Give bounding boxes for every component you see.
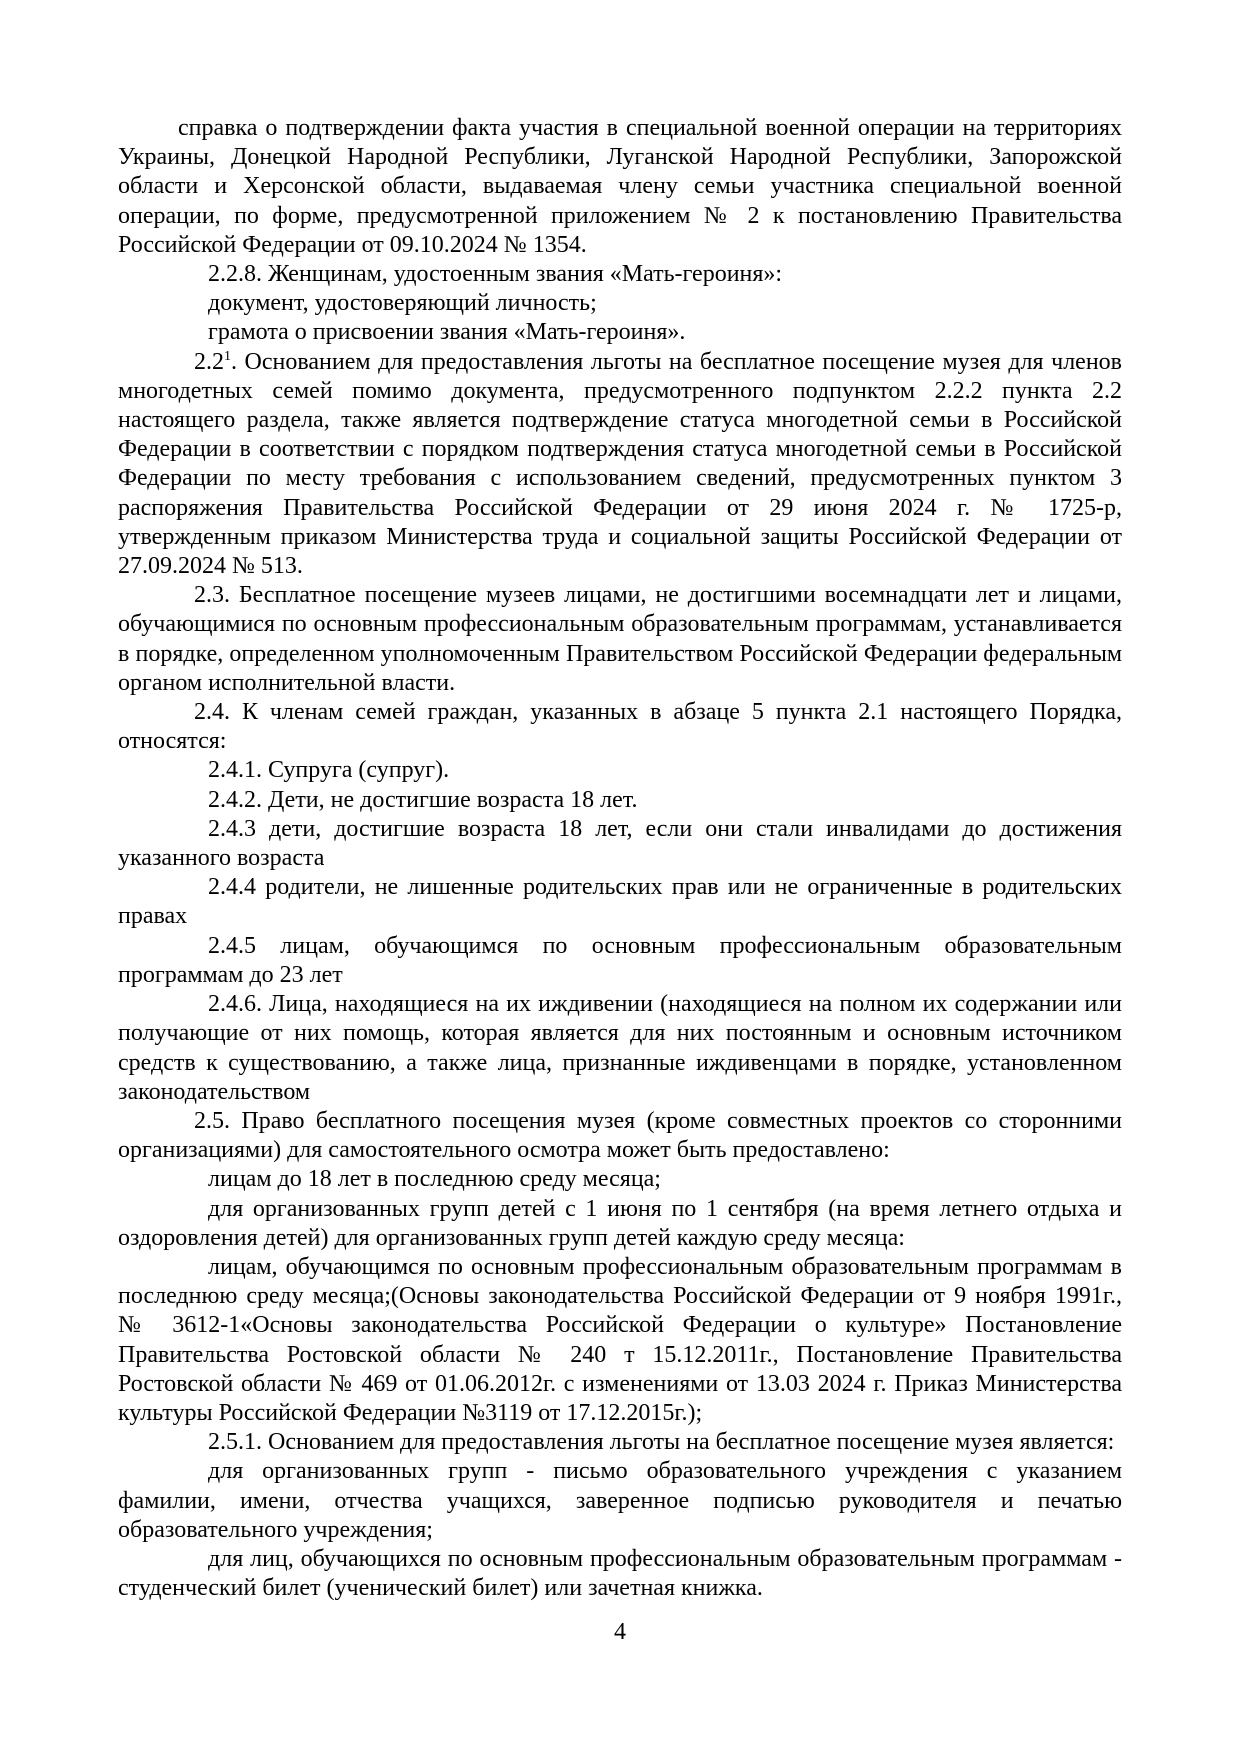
paragraph-2-4: 2.4. К членам семей граждан, указанных в абзаце 5 пункта 2.1 настоящего Порядка, относятся:	[118, 699, 1122, 755]
paragraph-2-4-2: 2.4.2. Дети, не достигшие возраста 18 лет.	[208, 786, 638, 813]
paragraph-2-4-5: 2.4.5 лицам, обучающимся по основным профессиональным образовательным программам до 23 лет	[118, 932, 1122, 988]
paragraph-students-last-wednesday: лицам, обучающимся по основным профессиональным образовательным программам в последнюю среду месяца;(Основы законодательства Российской Федерации от 9 ноября 1991г., № 3612-1«Основы законодательства Российской Федерации о культуре» Постановление Правительства Ростовской области № 240 т 15.12.2011г., Постановление Правительства Ростовской области № 469 от 01.06.2012г. с изменениями от 13.03 2024 г. Приказ Министерства культуры Российской Федерации №3119 от 17.12.2015г.);	[118, 1253, 1122, 1426]
paragraph-2-4-3: 2.4.3 дети, достигшие возраста 18 лет, если они стали инвалидами до достижения указанного возраста	[118, 815, 1122, 872]
paragraph-2-3: 2.3. Бесплатное посещение музеев лицами, не достигшими восемнадцати лет и лицами, обучающимися по основным профессиональным образовательным программам, устанавливается в порядке, определенном уполномоченным Правительством Российской Федерации федеральным органом исполнительной власти.	[118, 582, 1122, 696]
paragraph-2-5-1: 2.5.1. Основанием для предоставления льготы на бесплатное посещение музея является:	[208, 1429, 1115, 1456]
paragraph-students-id: для лиц, обучающихся по основным профессиональным образовательным программам - студенческий билет (ученический билет) или зачетная книжка.	[118, 1545, 1122, 1602]
paragraph-certificate-svo: справка о подтверждении факта участия в специальной военной операции на территориях Украины, Донецкой Народной Республики, Луганской Народной Республики, Запорожской области и Херсонской области, выдаваемая члену семьи участника специальной военной операции, по форме, предусмотренной приложением № 2 к постановлению Правительства Российской Федерации от 09.10.2024 № 1354.	[118, 115, 1122, 258]
paragraph-organized-groups-letter: для организованных групп - письмо образовательного учреждения с указанием фамилии, имени, отчества учащихся, заверенное подписью руководителя и печатью образовательного учреждения;	[118, 1458, 1122, 1543]
document-page	[118, 114, 1122, 1603]
paragraph-under-18: лицам до 18 лет в последнюю среду месяца;	[208, 1166, 661, 1193]
paragraph-2-2-8: 2.2.8. Женщинам, удостоенным звания «Мать-героиня»:	[208, 261, 783, 288]
paragraph-2-4-4: 2.4.4 родители, не лишенные родительских прав или не ограниченные в родительских правах	[118, 874, 1122, 930]
paragraph-organized-groups-summer: для организованных групп детей с 1 июня по 1 сентября (на время летнего отдыха и оздоровления детей) для организованных групп детей каждую среду месяца:	[118, 1195, 1122, 1251]
clause-superscript: 1	[224, 348, 231, 364]
paragraph-mother-heroine-diploma: грамота о присвоении звания «Мать-героиня».	[208, 319, 686, 346]
paragraph-2-2-1-large-families	[118, 348, 1122, 582]
paragraph-2-4-6: 2.4.6. Лица, находящиеся на их иждивении (находящиеся на полном их содержании или получающие от них помощь, которая является для них постоянным и основным источником средств к существованию, а также лица, признанные иждивенцами в порядке, установленном законодательством	[118, 991, 1122, 1105]
page-number: 4	[614, 1619, 626, 1645]
paragraph-2-5: 2.5. Право бесплатного посещения музея (кроме совместных проектов со сторонними организациями) для самостоятельного осмотра может быть предоставлено:	[118, 1107, 1122, 1164]
clause-number: 2.2	[194, 348, 224, 375]
paragraph-identity-document: документ, удостоверяющий личность;	[208, 290, 597, 317]
paragraph-2-4-1: 2.4.1. Супруга (супруг).	[208, 757, 450, 784]
clause-text: . Основанием для предоставления льготы на бесплатное посещение музея для членов многодетных семей помимо документа, предусмотренного подпунктом 2.2.2 пункта 2.2 настоящего раздела, также является подтверждение статуса многодетной семьи в Российской Федерации в соответствии с порядком подтверждения статуса многодетной семьи в Российской Федерации по месту требования с использованием сведений, предусмотренных пунктом 3 распоряжения Правительства Российской Федерации от 29 июня 2024 г. № 1725-р, утвержденным приказом Министерства труда и социальной защиты Российской Федерации от 27.09.2024 № 513.	[118, 348, 1122, 580]
